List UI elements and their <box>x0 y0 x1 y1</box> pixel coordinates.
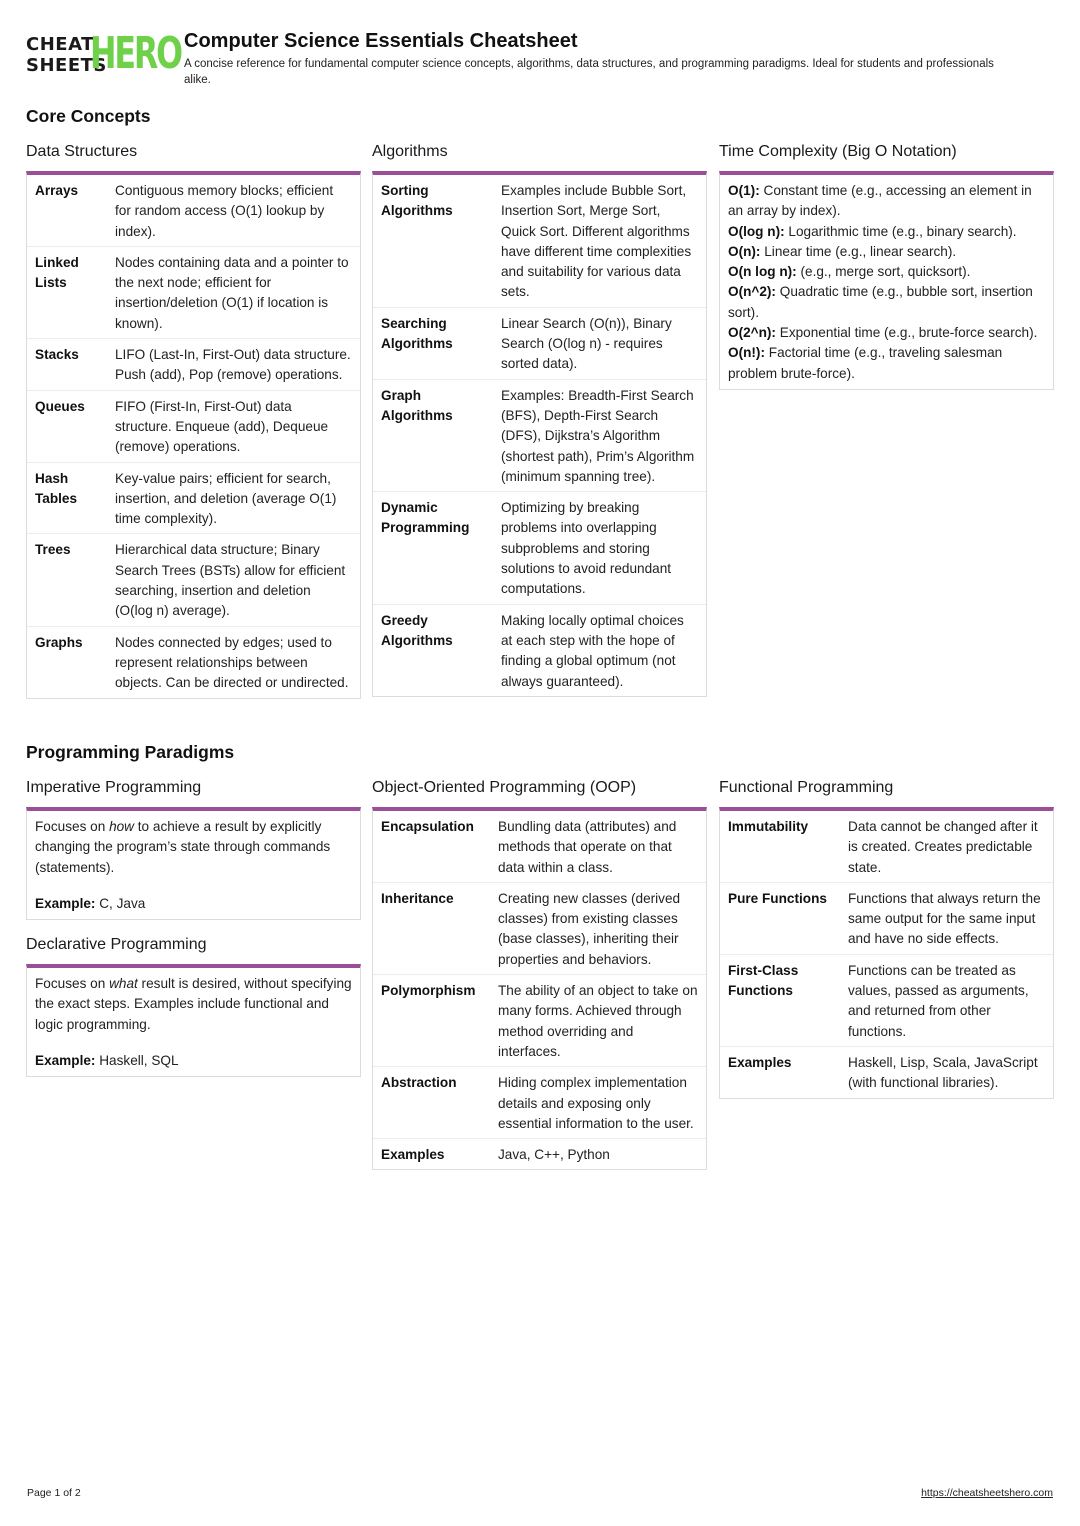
table-row <box>27 462 360 534</box>
row-value: Making locally optimal choices at each step with the hope of finding a global optimum (not always guaranteed). <box>493 604 706 696</box>
row-key: Greedy Algorithms <box>373 604 493 696</box>
page-number: Page 1 of 2 <box>27 1487 81 1499</box>
table-row <box>27 175 360 246</box>
row-key: Arrays <box>35 183 79 198</box>
row-key: First-Class Functions <box>720 954 840 1046</box>
table-row <box>27 534 360 626</box>
row-value: LIFO (Last-In, First-Out) data structure. Push (add), Pop (remove) operations. <box>107 339 360 391</box>
complexity-notation: O(n): <box>728 243 761 259</box>
row-value: Haskell, Lisp, Scala, JavaScript (with functional libraries). <box>840 1046 1053 1097</box>
declarative-example: Haskell, SQL <box>95 1053 179 1069</box>
imperative-example-label: Example: <box>35 895 96 911</box>
complexity-item <box>728 323 1045 343</box>
row-value: Nodes containing data and a pointer to the next node; efficient for insertion/deletion (O(1) if location is known). <box>107 246 360 338</box>
row-key: Inheritance <box>373 882 490 974</box>
table-row <box>373 882 706 974</box>
row-value: Bundling data (attributes) and methods that operate on that data within a class. <box>498 819 677 875</box>
row-key: Abstraction <box>373 1067 490 1139</box>
complexity-notation: O(1): <box>728 183 760 198</box>
declarative-example-label: Example: <box>35 1053 96 1069</box>
row-value: Data cannot be changed after it is created. Creates predictable state. <box>848 819 1038 875</box>
card-algorithms <box>372 171 707 697</box>
complexity-description: Logarithmic time (e.g., binary search). <box>788 223 1017 239</box>
row-key: Stacks <box>27 339 107 391</box>
row-value: FIFO (First-In, First-Out) data structure. Enqueue (add), Dequeue (remove) operations. <box>107 390 360 462</box>
column-functional <box>719 777 1054 1099</box>
row-key: Hash Tables <box>27 462 107 534</box>
table-row <box>373 604 706 696</box>
table-row <box>720 882 1053 954</box>
card-imperative <box>26 807 361 920</box>
table-row <box>27 626 360 697</box>
complexity-notation: O(n log n): <box>728 264 797 280</box>
complexity-description: (e.g., merge sort, quicksort). <box>800 264 971 280</box>
row-key: Queues <box>27 390 107 462</box>
page-subtitle: A concise reference for fundamental computer science concepts, algorithms, data structures, and programming paradigms. Ideal for students and professionals alike. <box>184 58 994 86</box>
complexity-description: Exponential time (e.g., brute-force search). <box>779 325 1038 341</box>
logo-text-hero: HERO <box>90 28 181 79</box>
card-title-time-complexity: Time Complexity (Big O Notation) <box>719 143 957 160</box>
row-value: Nodes connected by edges; used to represent relationships between objects. Can be directed or undirected. <box>107 626 360 697</box>
complexity-notation: O(n!): <box>728 345 765 361</box>
table-row <box>373 1067 706 1139</box>
algorithms-table <box>373 175 706 696</box>
card-title-oop: Object-Oriented Programming (OOP) <box>372 779 637 796</box>
table-row <box>373 379 706 491</box>
card-oop <box>372 807 707 1170</box>
row-key: Graph Algorithms <box>373 379 493 491</box>
card-title-functional: Functional Programming <box>719 779 894 796</box>
row-value: Linear Search (O(n)), Binary Search (O(log n) - requires sorted data). <box>493 307 706 379</box>
table-row <box>720 954 1053 1046</box>
complexity-description: Constant time (e.g., accessing an element in an array by index). <box>728 183 1032 219</box>
table-row <box>373 175 706 307</box>
card-title-algorithms: Algorithms <box>372 143 448 160</box>
table-row <box>27 390 360 462</box>
row-key: Linked Lists <box>27 246 107 338</box>
column-imperative-declarative <box>26 777 361 1077</box>
table-row <box>27 339 360 391</box>
imperative-text-post: to achieve a result by explicitly changing the program’s state through commands (statements). <box>35 819 331 875</box>
table-row <box>373 811 706 882</box>
complexity-notation: O(log n): <box>728 223 785 239</box>
column-oop <box>372 777 707 1170</box>
row-key: Trees <box>27 534 107 626</box>
page-title: Computer Science Essentials Cheatsheet <box>184 30 578 52</box>
table-row <box>373 307 706 379</box>
table-row <box>373 975 706 1067</box>
complexity-description: Linear time (e.g., linear search). <box>764 243 957 259</box>
site-link[interactable]: https://cheatsheetshero.com <box>921 1487 1053 1499</box>
declarative-text-pre: Focuses on <box>35 976 110 992</box>
card-title-imperative: Imperative Programming <box>26 779 202 796</box>
complexity-description: Quadratic time (e.g., bubble sort, insertion sort). <box>728 284 1033 320</box>
declarative-text-em: what <box>109 976 138 992</box>
complexity-item <box>728 262 1045 282</box>
complexity-notation: O(n^2): <box>728 284 776 300</box>
row-value: The ability of an object to take on many forms. Achieved through method overriding and interfaces. <box>490 975 706 1067</box>
row-value: Contiguous memory blocks; efficient for random access (O(1) lookup by index). <box>115 183 334 239</box>
column-time-complexity <box>719 141 1054 390</box>
row-key: Dynamic Programming <box>373 492 493 604</box>
row-key: Polymorphism <box>373 975 490 1067</box>
imperative-text-em: how <box>109 819 134 834</box>
row-key: Pure Functions <box>720 882 840 954</box>
row-value: Hiding complex implementation details and exposing only essential information to the user. <box>490 1067 706 1139</box>
row-key: Searching Algorithms <box>373 307 493 379</box>
card-title-data-structures: Data Structures <box>26 143 138 160</box>
card-time-complexity <box>719 171 1054 390</box>
declarative-text-post: result is desired, without specifying the exact steps. Examples include functional and logic programming. <box>35 976 352 1032</box>
column-algorithms <box>372 141 707 697</box>
complexity-item <box>728 181 1045 222</box>
table-row <box>373 492 706 604</box>
section-title-paradigms: Programming Paradigms <box>26 742 235 762</box>
card-data-structures <box>26 171 361 699</box>
row-value: Functions that always return the same output for the same input and have no side effects. <box>840 882 1053 954</box>
row-key: Graphs <box>27 626 107 697</box>
data-structures-table <box>27 175 360 698</box>
table-row <box>720 811 1053 882</box>
row-value: Examples include Bubble Sort, Insertion Sort, Merge Sort, Quick Sort. Different algorithms have different time complexities and suitability for various data sets. <box>501 183 692 300</box>
row-key: Examples <box>373 1139 490 1170</box>
row-value: Java, C++, Python <box>490 1139 706 1170</box>
row-key: Examples <box>720 1046 840 1097</box>
row-value: Hierarchical data structure; Binary Search Trees (BSTs) allow for efficient searching, insertion and deletion (O(log n) average). <box>107 534 360 626</box>
row-key: Encapsulation <box>381 819 474 834</box>
card-declarative <box>26 964 361 1077</box>
functional-table <box>720 811 1053 1098</box>
complexity-description: Factorial time (e.g., traveling salesman problem brute-force). <box>728 345 1003 381</box>
imperative-example: C, Java <box>95 895 146 911</box>
oop-table <box>373 811 706 1169</box>
logo-text-cheat: CHEAT <box>26 34 94 55</box>
complexity-item <box>728 242 1045 262</box>
imperative-text-pre: Focuses on <box>35 819 110 834</box>
row-value: Creating new classes (derived classes) from existing classes (base classes), inheriting their properties and behaviors. <box>490 882 706 974</box>
table-row <box>373 1139 706 1170</box>
card-functional <box>719 807 1054 1099</box>
column-data-structures <box>26 141 361 699</box>
row-value: Key-value pairs; efficient for search, insertion, and deletion (average O(1) time complexity). <box>107 462 360 534</box>
row-key: Sorting Algorithms <box>381 183 453 219</box>
section-title-core: Core Concepts <box>26 106 151 126</box>
row-value: Functions can be treated as values, passed as arguments, and returned from other functions. <box>840 954 1053 1046</box>
cheatsheetshero-logo[interactable] <box>26 28 181 82</box>
row-value: Optimizing by breaking problems into overlapping subproblems and storing solutions to avoid redundant computations. <box>493 492 706 604</box>
card-title-declarative: Declarative Programming <box>26 936 207 954</box>
complexity-notation: O(2^n): <box>728 325 776 341</box>
logo-text-sheets: SHEETS <box>26 55 107 76</box>
complexity-item <box>728 343 1045 384</box>
complexity-item <box>728 222 1045 242</box>
row-value: Examples: Breadth-First Search (BFS), Depth-First Search (DFS), Dijkstra’s Algorithm (shortest path), Prim’s Algorithm (minimum spanning tree). <box>493 379 706 491</box>
table-row <box>27 246 360 338</box>
row-key: Immutability <box>728 819 809 834</box>
table-row <box>720 1046 1053 1097</box>
complexity-item <box>728 282 1045 323</box>
